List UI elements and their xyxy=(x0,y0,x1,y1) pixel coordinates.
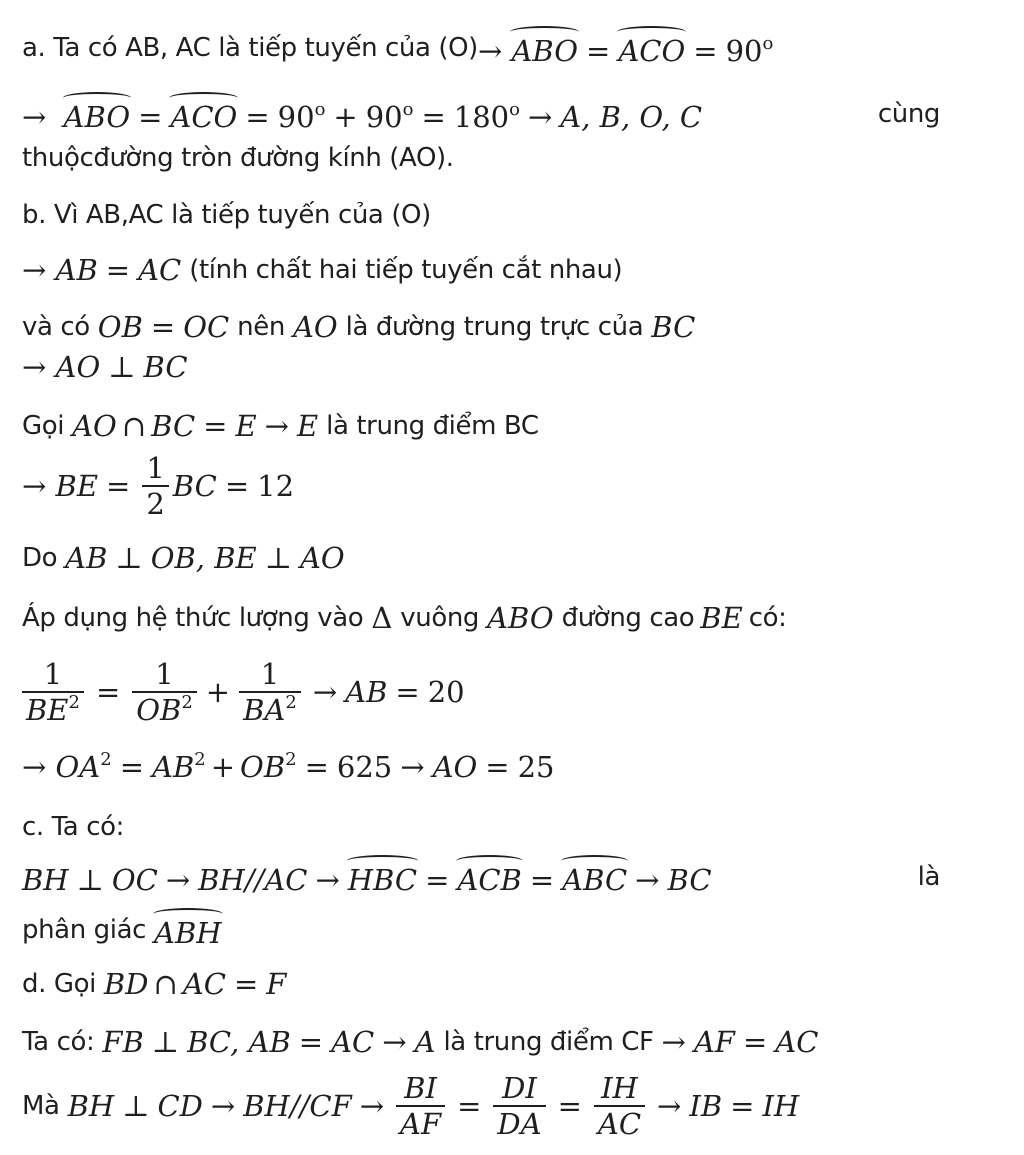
part-d-line-3 xyxy=(22,1066,994,1146)
part-b-text-6b: vuông xyxy=(400,603,480,633)
part-b-line-5 xyxy=(22,409,994,443)
part-d-line-1 xyxy=(22,967,994,1001)
part-b-text-6c: đường cao xyxy=(561,603,695,633)
part-a-text-2: thuộcđường tròn đường kính (AO). xyxy=(22,143,454,173)
math-delta: Δ xyxy=(371,601,393,635)
part-b-text-6a: Áp dụng hệ thức lượng vào xyxy=(22,603,364,633)
math-ratio-conclusion: BH ⊥ CD → BH//CF → $\frac{BI}{AF}$ = $\frac{DI}{DA}$ = $\frac{IH}{AC}$ → IB = IH xyxy=(67,1071,800,1141)
value-oa2: 625 xyxy=(336,750,393,784)
math-ab-eq-ac: → AB = AC xyxy=(22,253,182,287)
part-d-text-3: Mà xyxy=(22,1091,60,1121)
math-fb-perp-bc: FB ⊥ BC, AB = AC → A xyxy=(102,1025,436,1059)
word-cung: cùng xyxy=(877,99,940,129)
math-be-half-bc: → BE = $\frac{1}{2}$ BC = 12 xyxy=(22,451,295,521)
math-pythagoras: → $OA^2 = AB^2 + OB^2 = 625$ → AO = 25 xyxy=(22,749,555,784)
math-abo-aco-90: → ABO = ACO = $90^o$ xyxy=(478,28,773,68)
part-d-text-1: d. Gọi xyxy=(22,969,96,999)
value-ao: 25 xyxy=(517,750,555,784)
part-b-line-1 xyxy=(22,198,994,232)
word-la: là xyxy=(917,862,940,892)
math-reciprocal-identity: $\frac{1}{BE^2}$ = $\frac{1}{OB^2}$ + $\frac{1}{BA^2}$ → AB = 20 xyxy=(22,657,465,727)
part-b-text-5: Do xyxy=(22,543,58,573)
part-d-text-2b: là trung điểm CF xyxy=(443,1027,654,1057)
math-bc: BC xyxy=(651,310,696,344)
part-b-text-3a: và có xyxy=(22,312,90,342)
math-abo: ABO xyxy=(487,601,554,635)
part-a-line-3 xyxy=(22,141,994,175)
math-af-eq-ac: → AF = AC xyxy=(661,1025,819,1059)
math-angle-sum-180: → ABO = ACO = $90^o + 90^o = 180^o \to A$, B, O, C xyxy=(22,94,702,134)
part-b-line-8 xyxy=(22,601,994,635)
part-b-line-2 xyxy=(22,253,994,287)
part-a-line-1 xyxy=(22,28,994,68)
part-b-text-2: (tính chất hai tiếp tuyến cắt nhau) xyxy=(189,255,623,285)
part-c-line-2 xyxy=(22,857,994,897)
part-b-text-3c: là đường trung trực của xyxy=(345,312,644,342)
part-b-line-4 xyxy=(22,350,994,384)
part-d-text-2: Ta có: xyxy=(22,1027,95,1057)
part-b-line-6 xyxy=(22,446,994,526)
part-b-line-10 xyxy=(22,750,994,784)
fraction-one-half: $\frac{1}{2}$ xyxy=(142,451,168,521)
part-b-text-4b: là trung điểm BC xyxy=(326,411,539,441)
math-angle-abh: ABH xyxy=(154,910,222,950)
part-b-line-9 xyxy=(22,652,994,732)
part-c-line-3 xyxy=(22,910,994,950)
part-b-text-4a: Gọi xyxy=(22,411,65,441)
value-ab: 20 xyxy=(427,675,465,709)
math-perp-pairs: AB ⊥ OB, BE ⊥ AO xyxy=(65,541,345,575)
part-b-text-1: b. Vì AB,AC là tiếp tuyến của (O) xyxy=(22,200,431,230)
part-d-line-2 xyxy=(22,1025,994,1059)
math-be: BE xyxy=(700,601,743,635)
part-b-text-3b: nên xyxy=(237,312,285,342)
part-a-text-1: a. Ta có AB, AC là tiếp tuyến của (O) xyxy=(22,33,478,63)
math-bd-cap-ac: BD ∩ AC = F xyxy=(103,967,287,1001)
math-ao: AO xyxy=(292,310,338,344)
math-ao-cap-bc: AO ∩ BC = E → E xyxy=(72,409,319,443)
part-b-line-3 xyxy=(22,310,994,344)
math-ao-perp-bc: → AO ⊥ BC xyxy=(22,350,188,384)
part-b-text-6d: có: xyxy=(748,603,787,633)
part-c-text-1: c. Ta có: xyxy=(22,812,124,842)
part-c-line-1 xyxy=(22,810,994,844)
value-be: 12 xyxy=(257,469,295,503)
part-c-text-2: phân giác xyxy=(22,915,147,945)
part-b-line-7 xyxy=(22,541,994,575)
part-a-line-2 xyxy=(22,94,994,134)
math-ob-eq-oc: OB = OC xyxy=(97,310,230,344)
math-bh-parallel-ac: BH ⊥ OC → BH//AC → HBC = ACB = ABC → BC xyxy=(22,857,712,897)
